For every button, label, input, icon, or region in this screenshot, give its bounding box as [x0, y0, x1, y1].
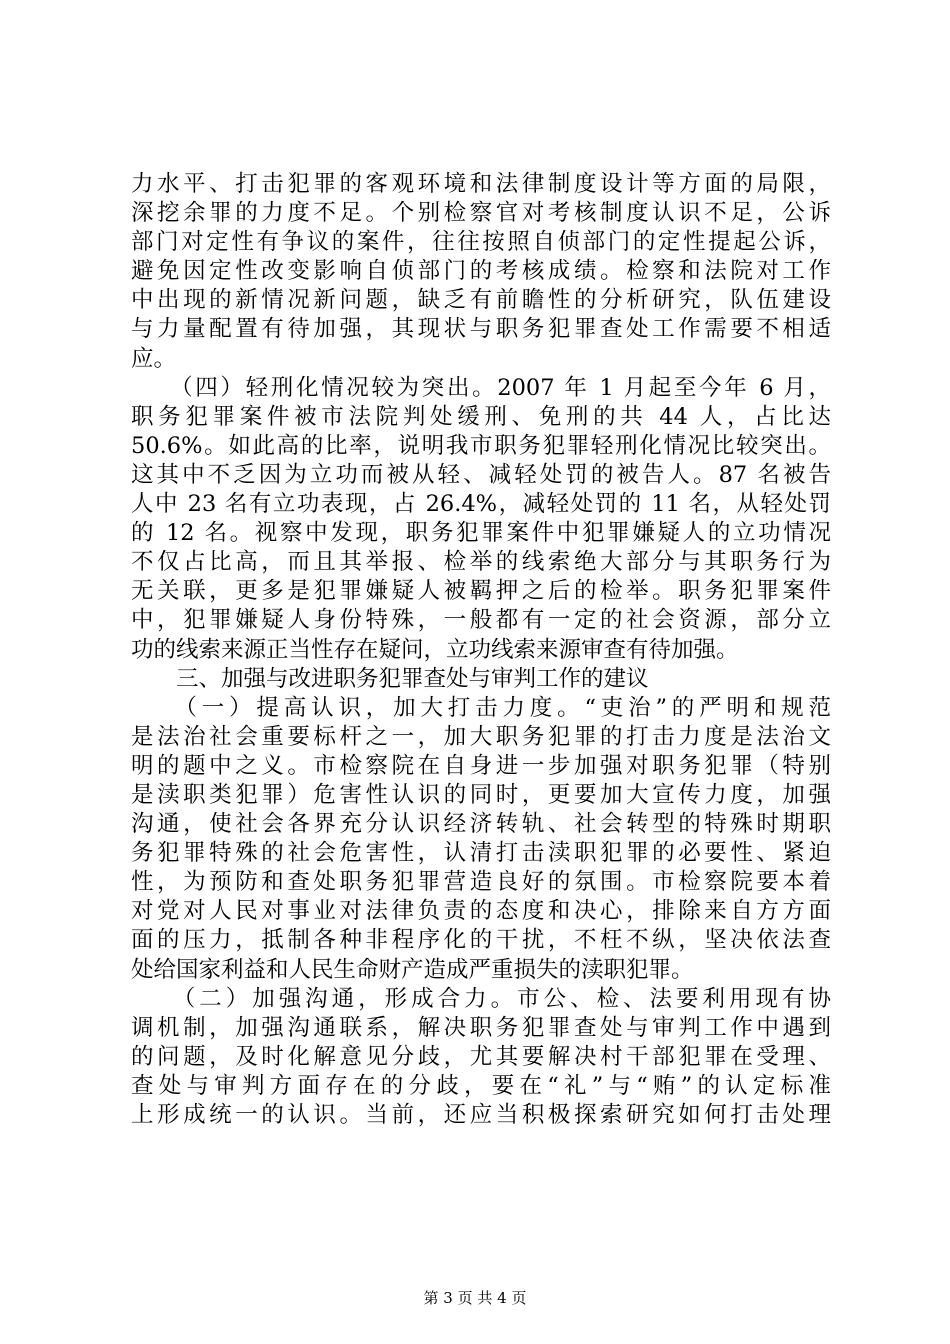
- text-line: 是法治社会重要标杆之一，加大职务犯罪的打击力度是法治文: [131, 723, 831, 750]
- text-line: 应。: [131, 345, 177, 372]
- text-line: 力水平、打击犯罪的客观环境和法律制度设计等方面的局限，: [131, 171, 831, 197]
- text-line: 性，为预防和查处职务犯罪营造良好的氛围。市检察院要本着: [131, 869, 831, 896]
- text-line: 是渎职类犯罪）危害性认识的同时，更要加大宣传力度，加强: [131, 781, 831, 808]
- text-line: 与力量配置有待加强，其现状与职务犯罪查处工作需要不相适: [131, 316, 831, 343]
- text-line: 50.6%。如此高的比率，说明我市职务犯罪轻刑化情况比较突出。: [131, 432, 831, 459]
- text-line: 这其中不乏因为立功而被从轻、减轻处罚的被告人。87 名被告: [131, 461, 831, 488]
- text-line: 上形成统一的认识。当前，还应当积极探索研究如何打击处理: [131, 1102, 831, 1128]
- text-line: （二）加强沟通，形成合力。市公、检、法要利用现有协: [131, 985, 831, 1012]
- text-line: （一）提高认识，加大打击力度。“吏治”的严明和规范: [131, 694, 831, 721]
- text-line: 面的压力，抵制各种非程序化的干扰，不枉不纵，坚决依法查: [131, 927, 831, 954]
- text-line: 功的线索来源正当性存在疑问，立功线索来源审查有待加强。: [131, 636, 739, 663]
- text-line: 的问题，及时化解意见分歧，尤其要解决村干部犯罪在受理、: [131, 1043, 831, 1070]
- text-line: 中出现的新情况新问题，缺乏有前瞻性的分析研究，队伍建设: [131, 287, 831, 314]
- text-line: 查处与审判方面存在的分歧，要在“礼”与“贿”的认定标准: [131, 1072, 831, 1099]
- text-line: 对党对人民对事业对法律负责的态度和决心，排除来自方方面: [131, 898, 831, 925]
- text-line: 深挖余罪的力度不足。个别检察官对考核制度认识不足，公诉: [131, 200, 831, 227]
- text-line: 处给国家利益和人民生命财产造成严重损失的渎职犯罪。: [131, 956, 694, 983]
- text-line: 务犯罪特殊的社会危害性，认清打击渎职犯罪的必要性、紧迫: [131, 840, 831, 867]
- text-line: 中，犯罪嫌疑人身份特殊，一般都有一定的社会资源，部分立: [131, 607, 831, 634]
- text-line: 沟通，使社会各界充分认识经济转轨、社会转型的特殊时期职: [131, 811, 831, 838]
- text-line: 三、加强与改进职务犯罪查处与审判工作的建议: [131, 665, 649, 692]
- text-line: 人中 23 名有立功表现，占 26.4%，减轻处罚的 11 名，从轻处罚: [131, 491, 831, 518]
- text-line: 明的题中之义。市检察院在自身进一步加强对职务犯罪（特别: [131, 752, 831, 779]
- text-line: 不仅占比高，而且其举报、检举的线索绝大部分与其职务行为: [131, 549, 831, 576]
- text-line: 调机制，加强沟通联系，解决职务犯罪查处与审判工作中遇到: [131, 1014, 831, 1041]
- text-line: 部门对定性有争议的案件，往往按照自侦部门的定性提起公诉，: [131, 229, 831, 256]
- page-footer: 第 3 页 共 4 页: [423, 1289, 527, 1307]
- text-line: 避免因定性改变影响自侦部门的考核成绩。检察和法院对工作: [131, 258, 831, 285]
- document-body: [131, 170, 831, 1130]
- text-line: 无关联，更多是犯罪嫌疑人被羁押之后的检举。职务犯罪案件: [131, 578, 831, 605]
- text-line: 的 12 名。视察中发现，职务犯罪案件中犯罪嫌疑人的立功情况: [131, 520, 831, 547]
- text-line: （四）轻刑化情况较为突出。2007 年 1 月起至今年 6 月，: [131, 374, 831, 401]
- text-line: 职务犯罪案件被市法院判处缓刑、免刑的共 44 人，占比达: [131, 403, 831, 430]
